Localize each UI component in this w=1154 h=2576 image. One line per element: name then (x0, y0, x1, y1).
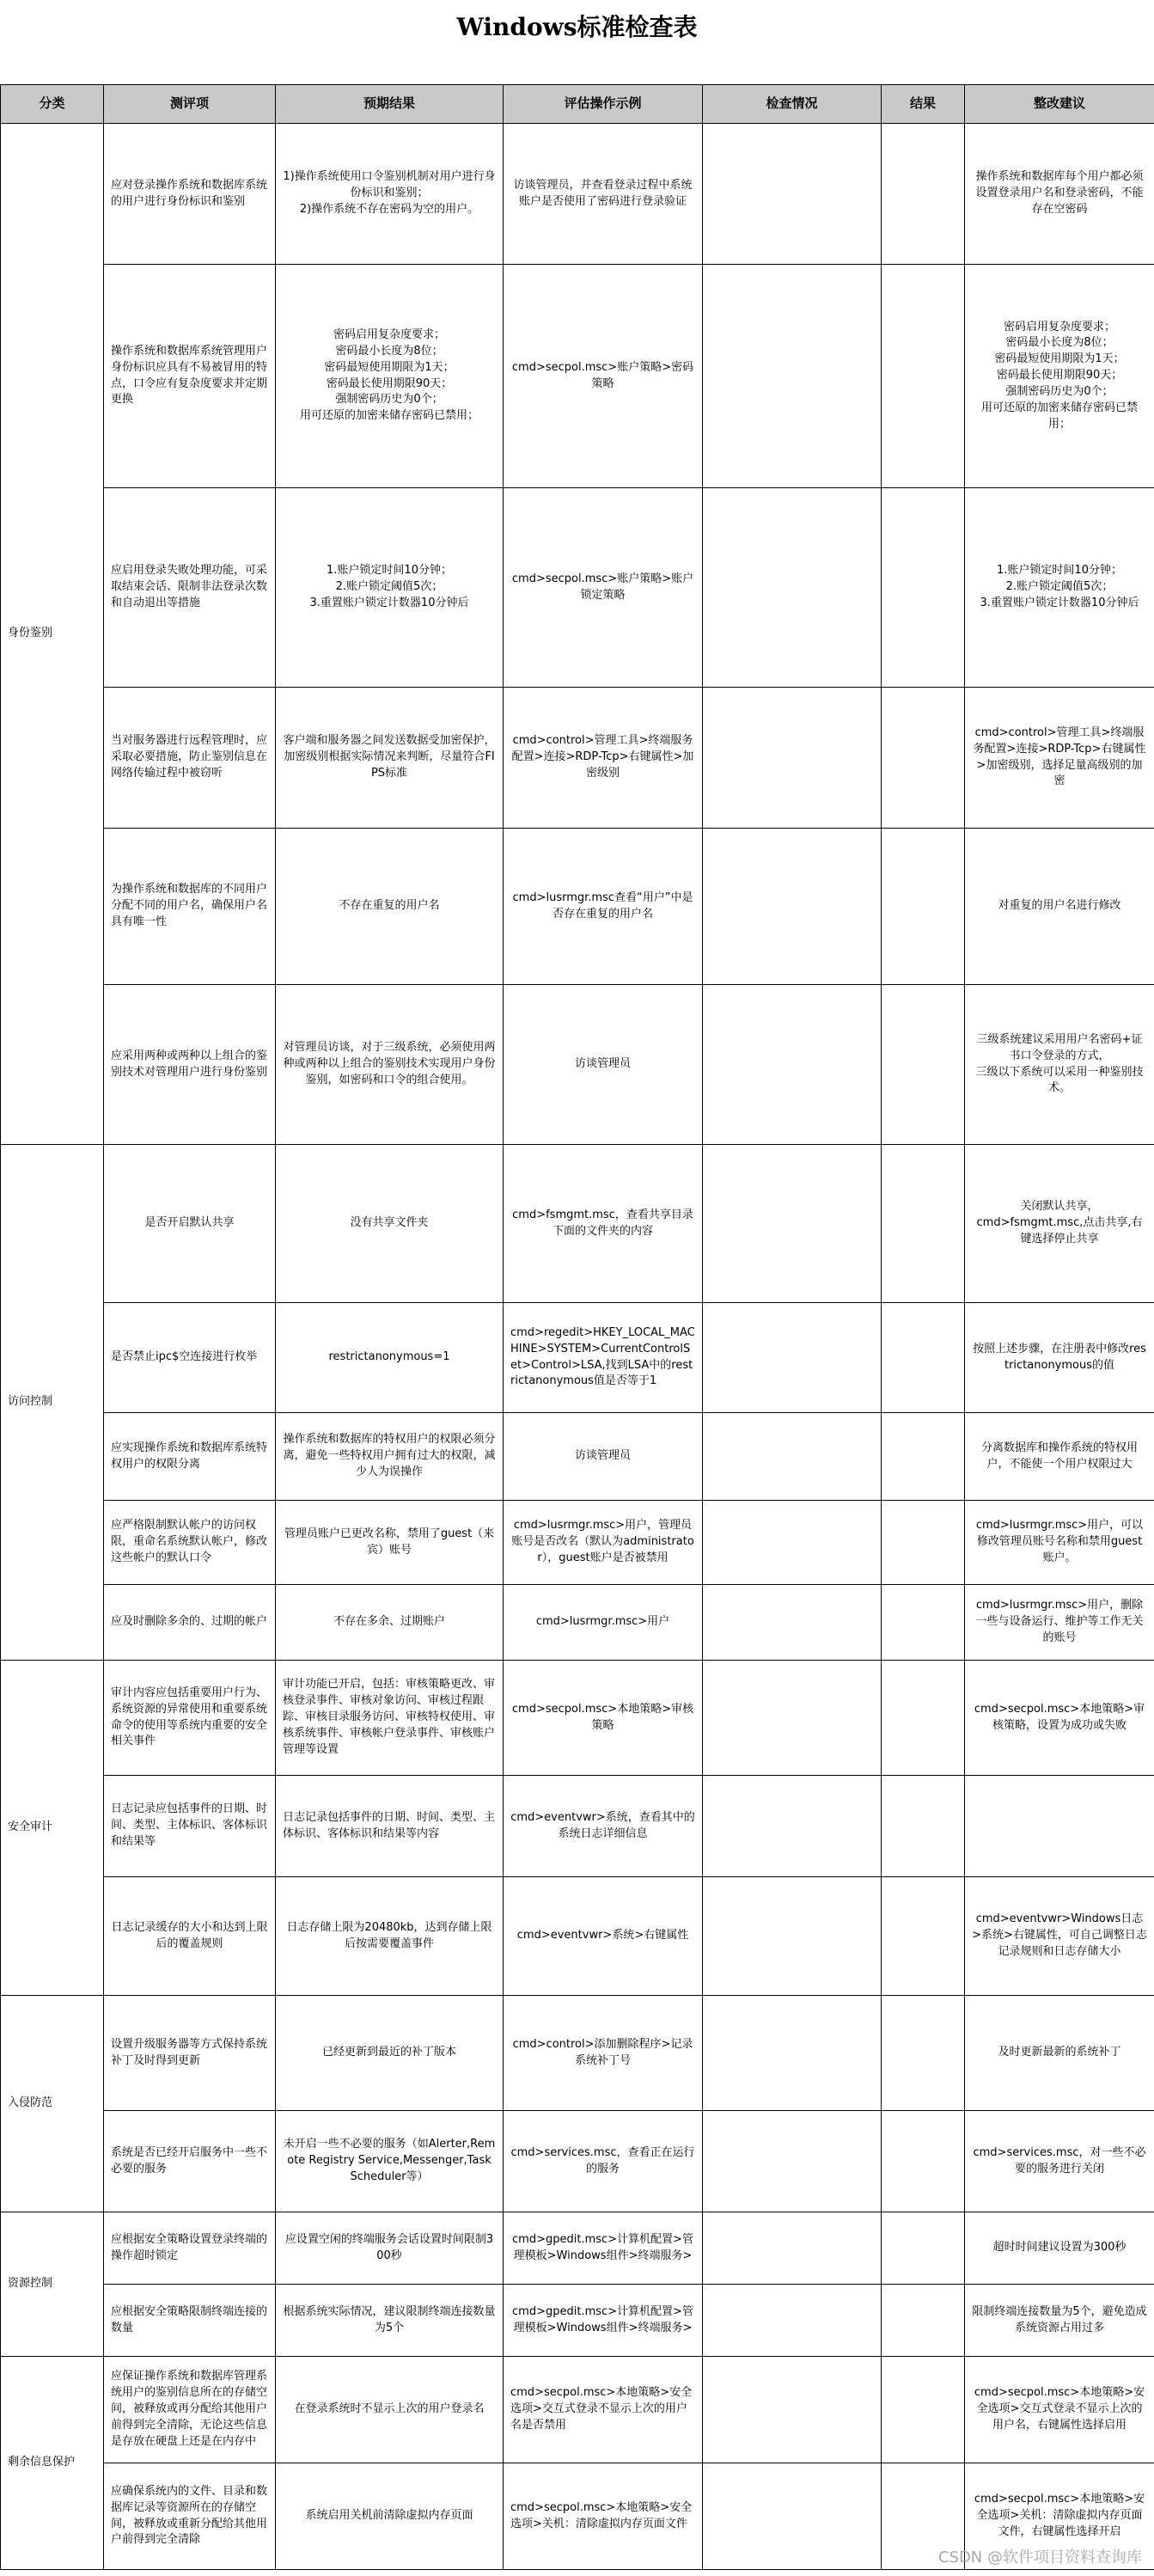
operation-cell: cmd>eventvwr>系统，查看其中的系统日志详细信息 (504, 1776, 703, 1877)
check-cell (703, 1501, 882, 1585)
operation-cell: 访谈管理员 (504, 985, 703, 1145)
expected-cell: 不存在重复的用户名 (276, 829, 504, 985)
expected-cell: 系统启用关机前清除虚拟内存页面 (276, 2463, 504, 2570)
expected-cell: 应设置空闲的终端服务会话设置时间限制300秒 (276, 2212, 504, 2285)
item-cell: 应及时删除多余的、过期的帐户 (104, 1585, 276, 1661)
result-cell (882, 1877, 965, 1996)
operation-cell: cmd>fsmgmt.msc，查看共享目录下面的文件夹的内容 (504, 1145, 703, 1303)
operation-cell: cmd>services.msc，查看正在运行的服务 (504, 2111, 703, 2212)
result-cell (882, 829, 965, 985)
advice-cell: 限制终端连接数量为5个，避免造成系统资源占用过多 (965, 2285, 1154, 2357)
table-row (1, 1877, 1154, 1996)
item-cell: 应严格限制默认帐户的访问权限，重命名系统默认帐户，修改这些帐户的默认口令 (104, 1501, 276, 1585)
advice-cell: 密码启用复杂度要求； 密码最小长度为8位； 密码最短使用期限为1天； 密码最长使用期限90天； 强制密码历史为0个； 用可还原的加密来储存密码已禁用； (965, 265, 1154, 488)
expected-cell: 在登录系统时不显示上次的用户登录名 (276, 2357, 504, 2463)
table-row (1, 1661, 1154, 1776)
table-row (1, 829, 1154, 985)
table-row (1, 1303, 1154, 1413)
check-cell (703, 265, 882, 488)
check-cell (703, 688, 882, 829)
operation-cell: 访谈管理员，并查看登录过程中系统账户是否使用了密码进行登录验证 (504, 124, 703, 265)
result-cell (882, 985, 965, 1145)
check-cell (703, 1413, 882, 1501)
table-row (1, 2357, 1154, 2463)
table-row (1, 1585, 1154, 1661)
check-cell (703, 1585, 882, 1661)
header-expected: 预期结果 (276, 85, 504, 124)
check-cell (703, 2111, 882, 2212)
expected-cell: 操作系统和数据库的特权用户的权限必须分离，避免一些特权用户拥有过大的权限，减少人为误操作 (276, 1413, 504, 1501)
table-row (1, 985, 1154, 1145)
result-cell (882, 1145, 965, 1303)
check-cell (703, 488, 882, 688)
result-cell (882, 1585, 965, 1661)
expected-cell: 根据系统实际情况，建议限制终端连接数量为5个 (276, 2285, 504, 2357)
expected-cell: restrictanonymous=1 (276, 1303, 504, 1413)
header-check: 检查情况 (703, 85, 882, 124)
operation-cell: cmd>regedit>HKEY_LOCAL_MACHINE>SYSTEM>CurrentControlSet>Control>LSA,找到LSA中的restrictanonymous值是否等于1 (504, 1303, 703, 1413)
result-cell (882, 1661, 965, 1776)
item-cell: 设置升级服务器等方式保持系统补丁及时得到更新 (104, 1996, 276, 2111)
advice-cell (965, 1776, 1154, 1877)
expected-cell: 未开启一些不必要的服务（如Alerter,Remote Registry Service,Messenger,Task Scheduler等） (276, 2111, 504, 2212)
operation-cell: cmd>control>添加删除程序>记录系统补丁号 (504, 1996, 703, 2111)
advice-cell: 超时时间建议设置为300秒 (965, 2212, 1154, 2285)
item-cell: 是否开启默认共享 (104, 1145, 276, 1303)
check-cell (703, 985, 882, 1145)
checklist-table (0, 84, 1154, 2570)
result-cell (882, 1303, 965, 1413)
check-cell (703, 2463, 882, 2570)
advice-cell: 1.账户锁定时间10分钟； 2.账户锁定阈值5次； 3.重置账户锁定计数器10分钟后 (965, 488, 1154, 688)
result-cell (882, 1501, 965, 1585)
advice-cell: 关闭默认共享， cmd>fsmgmt.msc,点击共享,右键选择停止共享 (965, 1145, 1154, 1303)
result-cell (882, 2212, 965, 2285)
result-cell (882, 2285, 965, 2357)
advice-cell: cmd>secpol.msc>本地策略>审核策略，设置为成功或失败 (965, 1661, 1154, 1776)
advice-cell: 三级系统建议采用用户名密码+证书口令登录的方式， 三级以下系统可以采用一种鉴别技术。 (965, 985, 1154, 1145)
table-row (1, 1996, 1154, 2111)
item-cell: 日志记录缓存的大小和达到上限后的覆盖规则 (104, 1877, 276, 1996)
header-operation: 评估操作示例 (504, 85, 703, 124)
advice-cell: cmd>secpol.msc>本地策略>安全选项>关机：清除虚拟内存页面文件，右键属性选择开启 (965, 2463, 1154, 2570)
item-cell: 应根据安全策略设置登录终端的操作超时锁定 (104, 2212, 276, 2285)
expected-cell: 日志存储上限为20480kb，达到存储上限后按需要覆盖事件 (276, 1877, 504, 1996)
advice-cell: cmd>secpol.msc>本地策略>安全选项>交互式登录不显示上次的用户名，右键属性选择启用 (965, 2357, 1154, 2463)
expected-cell: 1)操作系统使用口令鉴别机制对用户进行身份标识和鉴别； 2)操作系统不存在密码为空的用户。 (276, 124, 504, 265)
result-cell (882, 2357, 965, 2463)
advice-cell: 按照上述步骤，在注册表中修改restrictanonymous的值 (965, 1303, 1154, 1413)
page-title: Windows标准检查表 (456, 13, 698, 41)
advice-cell: 分离数据库和操作系统的特权用户，不能使一个用户权限过大 (965, 1413, 1154, 1501)
result-cell (882, 2111, 965, 2212)
check-cell (703, 1661, 882, 1776)
check-cell (703, 2212, 882, 2285)
item-cell: 是否禁止ipc$空连接进行枚举 (104, 1303, 276, 1413)
expected-cell: 审计功能已开启，包括：审核策略更改、审核登录事件、审核对象访问、审核过程跟踪、审核目录服务访问、审核特权使用、审核系统事件、审核帐户登录事件、审核账户管理等设置 (276, 1661, 504, 1776)
result-cell (882, 265, 965, 488)
expected-cell: 1.账户锁定时间10分钟； 2.账户锁定阈值5次； 3.重置账户锁定计数器10分钟后 (276, 488, 504, 688)
check-cell (703, 2285, 882, 2357)
expected-cell: 对管理员访谈，对于三级系统，必须使用两种或两种以上组合的鉴别技术实现用户身份鉴别，如密码和口令的组合使用。 (276, 985, 504, 1145)
table-row (1, 1501, 1154, 1585)
expected-cell: 日志记录包括事件的日期、时间、类型、主体标识、客体标识和结果等内容 (276, 1776, 504, 1877)
check-cell (703, 2357, 882, 2463)
operation-cell: cmd>secpol.msc>本地策略>安全选项>关机：清除虚拟内存页面文件 (504, 2463, 703, 2570)
item-cell: 日志记录应包括事件的日期、时间、类型、主体标识、客体标识和结果等 (104, 1776, 276, 1877)
item-cell: 应实现操作系统和数据库系统特权用户的权限分离 (104, 1413, 276, 1501)
header-row (1, 85, 1154, 124)
category-cell: 入侵防范 (1, 1996, 104, 2212)
check-cell (703, 1145, 882, 1303)
advice-cell: cmd>services.msc，对一些不必要的服务进行关闭 (965, 2111, 1154, 2212)
result-cell (882, 488, 965, 688)
item-cell: 审计内容应包括重要用户行为、系统资源的异常使用和重要系统命令的使用等系统内重要的安全相关事件 (104, 1661, 276, 1776)
check-cell (703, 1776, 882, 1877)
advice-cell: 对重复的用户名进行修改 (965, 829, 1154, 985)
operation-cell: cmd>secpol.msc>账户策略>账户锁定策略 (504, 488, 703, 688)
advice-cell: 操作系统和数据库每个用户都必须设置登录用户名和登录密码，不能存在空密码 (965, 124, 1154, 265)
operation-cell: cmd>secpol.msc>账户策略>密码策略 (504, 265, 703, 488)
expected-cell: 已经更新到最近的补丁版本 (276, 1996, 504, 2111)
table-row (1, 265, 1154, 488)
watermark: CSDN @软件项目资料查询库 (937, 2548, 1142, 2567)
advice-cell: 及时更新最新的系统补丁 (965, 1996, 1154, 2111)
operation-cell: cmd>control>管理工具>终端服务配置>连接>RDP-Tcp>右键属性>加密级别 (504, 688, 703, 829)
table-row (1, 688, 1154, 829)
operation-cell: cmd>eventvwr>系统>右键属性 (504, 1877, 703, 1996)
check-cell (703, 124, 882, 265)
category-cell: 安全审计 (1, 1661, 104, 1996)
operation-cell: 访谈管理员 (504, 1413, 703, 1501)
item-cell: 应启用登录失败处理功能，可采取结束会话、限制非法登录次数和自动退出等措施 (104, 488, 276, 688)
operation-cell: cmd>lusrmgr.msc>用户，管理员账号是否改名（默认为administrator），guest账户是否被禁用 (504, 1501, 703, 1585)
table-row (1, 1145, 1154, 1303)
blank-spacer-row (0, 55, 1154, 84)
header-category: 分类 (1, 85, 104, 124)
item-cell: 应对登录操作系统和数据库系统的用户进行身份标识和鉴别 (104, 124, 276, 265)
advice-cell: cmd>control>管理工具>终端服务配置>连接>RDP-Tcp>右键属性>加密级别，选择足量高级别的加密 (965, 688, 1154, 829)
check-cell (703, 829, 882, 985)
table-row (1, 2285, 1154, 2357)
item-cell: 操作系统和数据库系统管理用户身份标识应具有不易被冒用的特点，口令应有复杂度要求并定期更换 (104, 265, 276, 488)
header-advice: 整改建议 (965, 85, 1154, 124)
item-cell: 应采用两种或两种以上组合的鉴别技术对管理用户进行身份鉴别 (104, 985, 276, 1145)
expected-cell: 没有共享文件夹 (276, 1145, 504, 1303)
operation-cell: cmd>secpol.msc>本地策略>安全选项>交互式登录不显示上次的用户名是否禁用 (504, 2357, 703, 2463)
category-cell: 访问控制 (1, 1145, 104, 1661)
item-cell: 应确保系统内的文件、目录和数据库记录等资源所在的存储空间，被释放或重新分配给其他用户前得到完全清除 (104, 2463, 276, 2570)
expected-cell: 不存在多余、过期账户 (276, 1585, 504, 1661)
table-row (1, 2111, 1154, 2212)
result-cell (882, 1413, 965, 1501)
advice-cell: cmd>eventvwr>Windows日志>系统>右键属性，可自己调整日志记录规则和日志存储大小 (965, 1877, 1154, 1996)
result-cell (882, 1996, 965, 2111)
check-cell (703, 1877, 882, 1996)
item-cell: 为操作系统和数据库的不同用户分配不同的用户名，确保用户名具有唯一性 (104, 829, 276, 985)
item-cell: 应保证操作系统和数据库管理系统用户的鉴别信息所在的存储空间，被释放或再分配给其他用户前得到完全清除，无论这些信息是存放在硬盘上还是在内存中 (104, 2357, 276, 2463)
table-row (1, 1413, 1154, 1501)
operation-cell: cmd>gpedit.msc>计算机配置>管理模板>Windows组件>终端服务> (504, 2285, 703, 2357)
check-cell (703, 1996, 882, 2111)
expected-cell: 密码启用复杂度要求； 密码最小长度为8位； 密码最短使用期限为1天； 密码最长使用期限90天； 强制密码历史为0个； 用可还原的加密来储存密码已禁用； (276, 265, 504, 488)
operation-cell: cmd>lusrmgr.msc>用户 (504, 1585, 703, 1661)
operation-cell: cmd>lusrmgr.msc查看“用户”中是否存在重复的用户名 (504, 829, 703, 985)
check-cell (703, 1303, 882, 1413)
category-cell: 资源控制 (1, 2212, 104, 2357)
expected-cell: 客户端和服务器之间发送数据受加密保护，加密级别根据实际情况来判断，尽量符合FIPS标准 (276, 688, 504, 829)
advice-cell: cmd>lusrmgr.msc>用户，可以修改管理员账号名称和禁用guest账户。 (965, 1501, 1154, 1585)
item-cell: 系统是否已经开启服务中一些不必要的服务 (104, 2111, 276, 2212)
category-cell: 剩余信息保护 (1, 2357, 104, 2570)
result-cell (882, 124, 965, 265)
operation-cell: cmd>secpol.msc>本地策略>审核策略 (504, 1661, 703, 1776)
item-cell: 当对服务器进行远程管理时，应采取必要措施，防止鉴别信息在网络传输过程中被窃听 (104, 688, 276, 829)
header-result: 结果 (882, 85, 965, 124)
table-row (1, 488, 1154, 688)
table-row (1, 124, 1154, 265)
advice-cell: cmd>lusrmgr.msc>用户，删除一些与设备运行、维护等工作无关的账号 (965, 1585, 1154, 1661)
table-row (1, 2212, 1154, 2285)
result-cell (882, 688, 965, 829)
result-cell (882, 1776, 965, 1877)
header-item: 测评项 (104, 85, 276, 124)
expected-cell: 管理员账户已更改名称，禁用了guest（来宾）账号 (276, 1501, 504, 1585)
operation-cell: cmd>gpedit.msc>计算机配置>管理模板>Windows组件>终端服务> (504, 2212, 703, 2285)
category-cell: 身份鉴别 (1, 124, 104, 1145)
table-row (1, 1776, 1154, 1877)
item-cell: 应根据安全策略限制终端连接的数量 (104, 2285, 276, 2357)
